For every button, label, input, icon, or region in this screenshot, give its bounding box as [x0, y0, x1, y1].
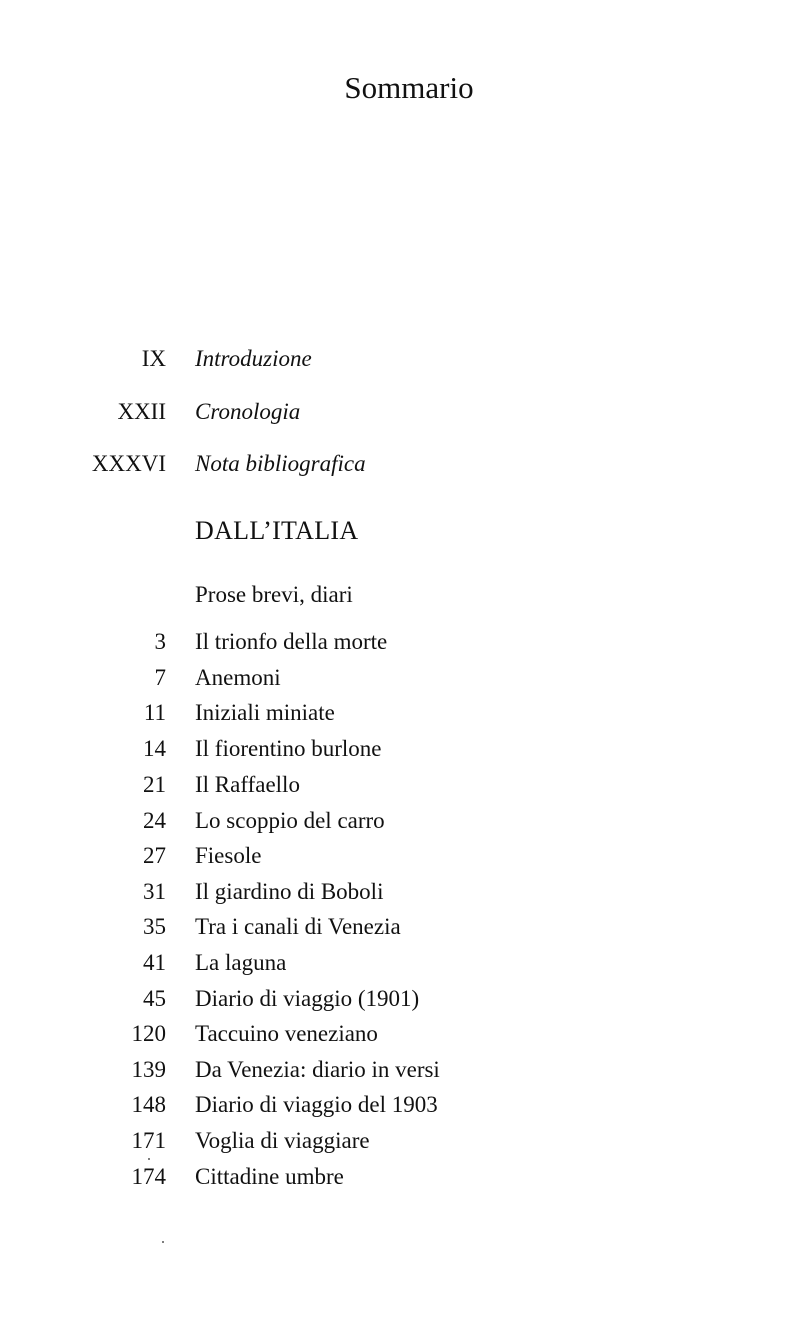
toc-entry-title: Da Venezia: diario in versi — [195, 1057, 440, 1082]
toc-entry-title: Introduzione — [195, 346, 312, 371]
toc-entry-title: La laguna — [195, 950, 287, 975]
toc-page-number: 174 — [131, 1164, 166, 1189]
toc-page-number: 7 — [154, 665, 166, 690]
toc-entry-title: Lo scoppio del carro — [195, 808, 385, 833]
toc-entry — [0, 982, 800, 1016]
toc-page-number: 41 — [143, 950, 166, 975]
toc-page-number: 31 — [143, 879, 166, 904]
toc-page-number: 148 — [131, 1092, 166, 1117]
scan-speck — [148, 1158, 150, 1160]
toc-page-number: XXXVI — [91, 451, 166, 476]
toc-entry-title: Il Raffaello — [195, 772, 300, 797]
toc-page-number: 171 — [131, 1128, 166, 1153]
toc-entry — [0, 875, 800, 909]
toc-entry — [0, 1160, 800, 1194]
toc-entry — [0, 1088, 800, 1122]
toc-entry-title: Diario di viaggio (1901) — [195, 986, 420, 1011]
toc-entry — [0, 1124, 800, 1158]
page-title: Sommario — [344, 70, 474, 105]
toc-entry-cronologia — [0, 395, 800, 429]
subsection-heading: Prose brevi, diari — [195, 582, 353, 607]
toc-page-number: 21 — [143, 772, 166, 797]
toc-entry — [0, 946, 800, 980]
toc-entry-nota-bibliografica — [0, 447, 800, 481]
toc-page-number: XXII — [117, 399, 166, 424]
section-heading: DALL’ITALIA — [195, 516, 359, 545]
toc-entry-title: Cronologia — [195, 399, 301, 424]
toc-entry — [0, 768, 800, 802]
toc-entry-title: Taccuino veneziano — [195, 1021, 378, 1046]
toc-page-number: IX — [141, 346, 166, 371]
toc-entry — [0, 625, 800, 659]
toc-entry — [0, 839, 800, 873]
toc-page-number: 27 — [143, 843, 166, 868]
toc-entry-title: Il fiorentino burlone — [195, 736, 382, 761]
toc-page-number: 24 — [143, 808, 166, 833]
toc-page-number: 139 — [131, 1057, 166, 1082]
toc-entry-title: Il giardino di Boboli — [195, 879, 384, 904]
toc-page-number: 3 — [154, 629, 166, 654]
toc-page-number: 11 — [143, 700, 166, 725]
toc-entry — [0, 804, 800, 838]
toc-entry-title: Diario di viaggio del 1903 — [195, 1092, 438, 1117]
toc-entry — [0, 732, 800, 766]
toc-entry-title: Iniziali miniate — [195, 700, 335, 725]
toc-page-number: 14 — [143, 736, 166, 761]
toc-entry — [0, 661, 800, 695]
toc-entry — [0, 910, 800, 944]
toc-entry-title: Tra i canali di Venezia — [195, 914, 401, 939]
toc-page-number: 45 — [143, 986, 166, 1011]
toc-entry — [0, 696, 800, 730]
toc-entry — [0, 1017, 800, 1051]
toc-entry-title: Anemoni — [195, 665, 281, 690]
toc-entry-title: Fiesole — [195, 843, 262, 868]
toc-page-number: 120 — [131, 1021, 166, 1046]
toc-entry-title: Nota bibliografica — [195, 451, 366, 476]
toc-entry-title: Cittadine umbre — [195, 1164, 344, 1189]
toc-page-number: 35 — [143, 914, 166, 939]
toc-entry-introduzione — [0, 342, 800, 376]
toc-entry — [0, 1053, 800, 1087]
toc-entry-title: Il trionfo della morte — [195, 629, 388, 654]
toc-entry-title: Voglia di viaggiare — [195, 1128, 370, 1153]
scan-speck — [162, 1241, 164, 1243]
